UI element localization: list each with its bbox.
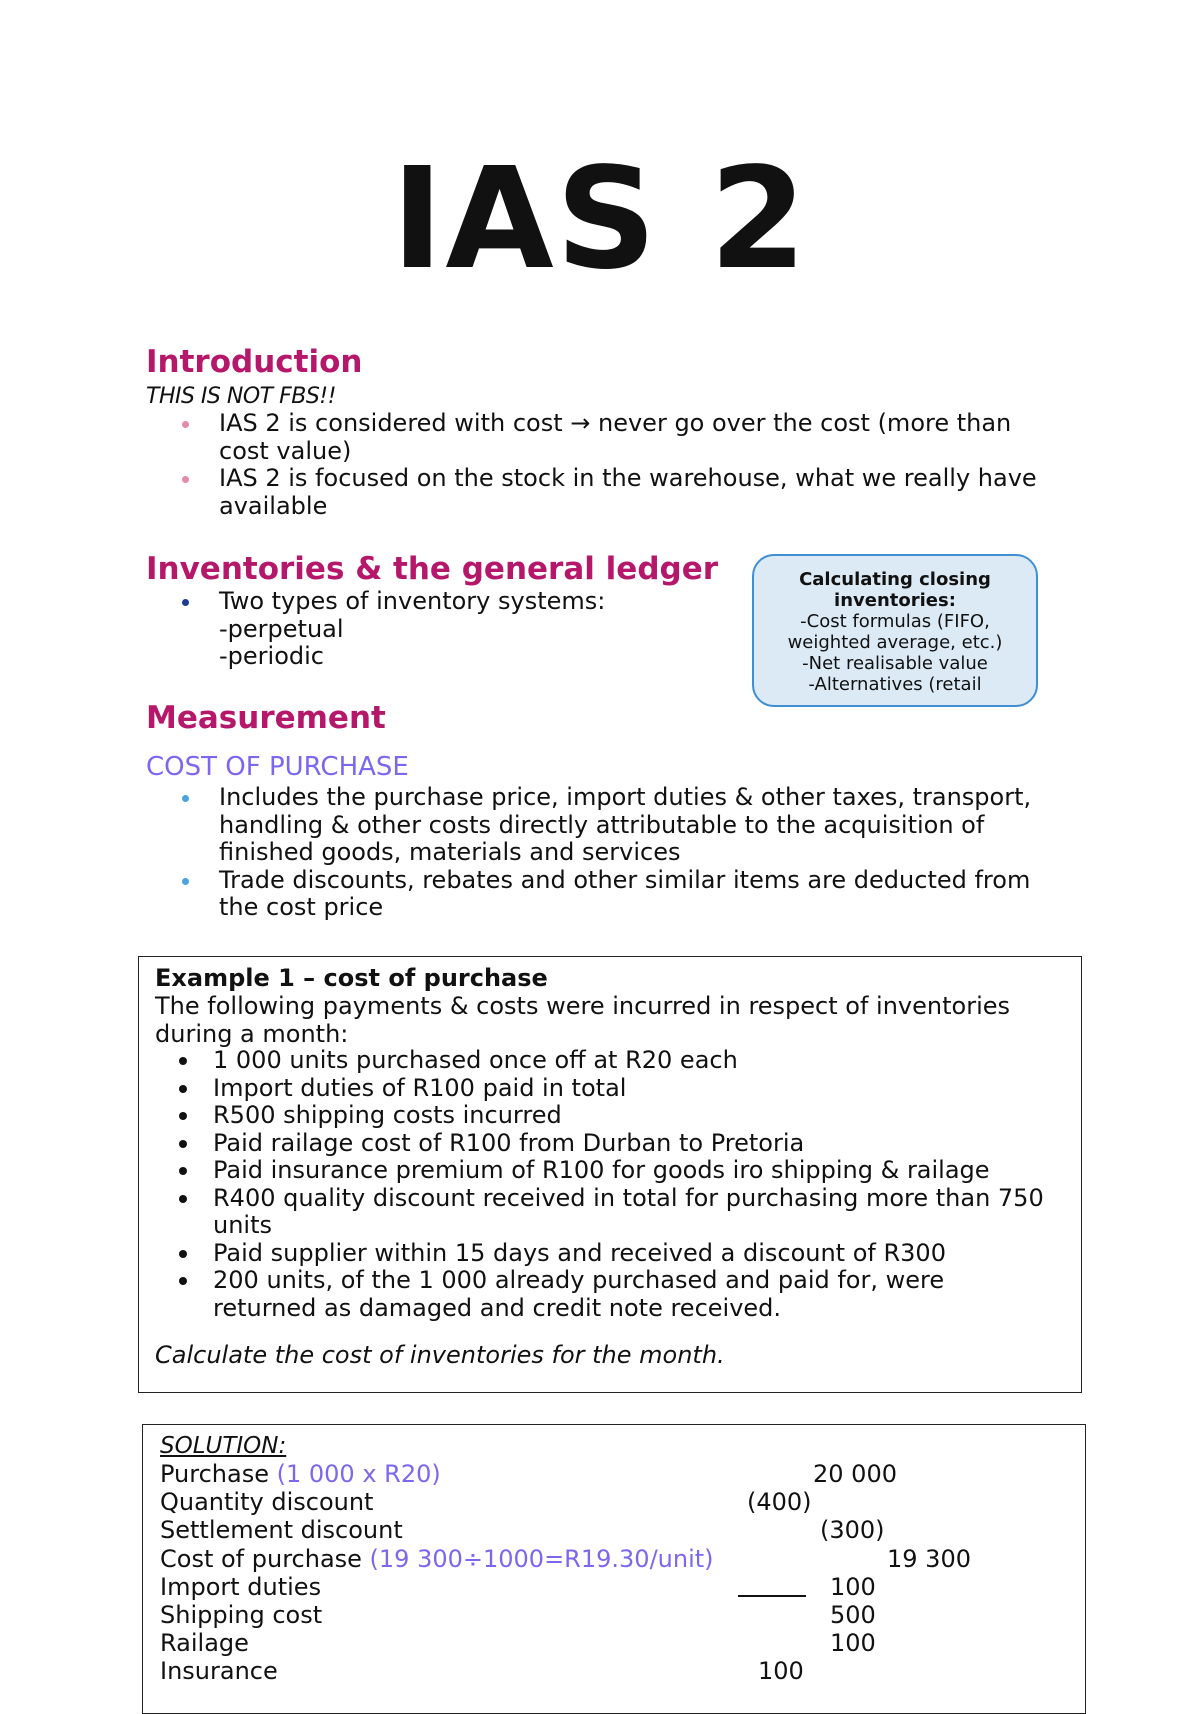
bullet-dot-icon (179, 1250, 187, 1258)
heading-measurement: Measurement (146, 700, 386, 736)
list-item (139, 1185, 1079, 1240)
list-item (139, 1102, 1079, 1130)
callout-title: Calculating closing (799, 569, 991, 590)
callout-line: -Net realisable value (802, 653, 988, 674)
document-title: IAS 2 (391, 138, 809, 301)
measurement-bullet-list (146, 784, 1166, 922)
example-question: Calculate the cost of inventories for the month. (155, 1341, 725, 1369)
callout-line: -Cost formulas (FIFO, (800, 611, 990, 632)
inventories-bullet-list (146, 588, 746, 671)
item-text: 200 units, of the 1 000 already purchased and paid for, were (213, 1266, 945, 1294)
bullet-dot-icon (182, 599, 189, 606)
bullet-text: handling & other costs directly attributable to the acquisition of (219, 810, 985, 839)
list-item (146, 867, 1166, 922)
bullet-text: Two types of inventory systems: (219, 587, 606, 615)
example-intro: The following payments & costs were incurred in respect of inventories (155, 992, 1010, 1020)
callout-line: -Alternatives (retail (808, 674, 982, 695)
closing-inventories-callout (752, 554, 1038, 707)
solution-row-label: Import duties (160, 1573, 322, 1601)
intro-note: THIS IS NOT FBS!! (146, 384, 336, 409)
subheading-cost-of-purchase: COST OF PURCHASE (146, 752, 409, 782)
bullet-text: cost value) (219, 436, 352, 465)
row-label: Purchase (160, 1460, 277, 1488)
item-text: 1 000 units purchased once off at R20 each (213, 1046, 738, 1074)
bullet-dot-icon (179, 1057, 187, 1065)
bullet-text: IAS 2 is focused on the stock in the warehouse, what we really have (219, 464, 1037, 492)
row-note: (1 000 x R20) (276, 1460, 441, 1488)
list-item (146, 784, 1166, 867)
example-intro: during a month: (155, 1020, 349, 1048)
row-note: (19 300÷1000=R19.30/unit) (369, 1545, 714, 1573)
item-text: R400 quality discount received in total for purchasing more than 750 (213, 1183, 1044, 1212)
solution-row-value: 100 (830, 1629, 876, 1657)
solution-row-value: 19 300 (887, 1545, 971, 1573)
bullet-dot-icon (179, 1085, 187, 1093)
solution-row-value: (300) (820, 1516, 885, 1544)
solution-row-label: Railage (160, 1629, 249, 1657)
example-box (138, 956, 1082, 1393)
solution-row-label: Insurance (160, 1657, 278, 1685)
list-item (139, 1130, 1079, 1158)
list-item (139, 1240, 1079, 1268)
bullet-text: -periodic (219, 642, 324, 670)
list-item (146, 588, 746, 671)
solution-row-value: 500 (830, 1601, 876, 1629)
list-item (146, 410, 1146, 465)
item-text: Paid supplier within 15 days and received a discount of R300 (213, 1238, 946, 1267)
bullet-dot-icon (182, 421, 189, 428)
solution-row-value: (400) (747, 1488, 812, 1516)
heading-introduction: Introduction (146, 344, 363, 380)
bullet-text: IAS 2 is considered with cost → never go over the cost (more than (219, 409, 1012, 437)
solution-row-label: Settlement discount (160, 1516, 403, 1544)
solution-row-label: Quantity discount (160, 1488, 374, 1516)
solution-row-label (160, 1460, 441, 1488)
bullet-dot-icon (179, 1277, 187, 1285)
bullet-text: available (219, 491, 328, 520)
item-text: Import duties of R100 paid in total (213, 1073, 627, 1102)
bullet-dot-icon (179, 1140, 187, 1148)
list-item (139, 1157, 1079, 1185)
item-text: Paid railage cost of R100 from Durban to Pretoria (213, 1128, 805, 1157)
callout-title: inventories: (834, 590, 956, 611)
list-item (139, 1075, 1079, 1103)
item-text: Paid insurance premium of R100 for goods iro shipping & railage (213, 1156, 990, 1184)
example-item-list (139, 1047, 1079, 1322)
bullet-dot-icon (179, 1167, 187, 1175)
bullet-text: finished goods, materials and services (219, 838, 681, 866)
bullet-dot-icon (182, 476, 189, 483)
solution-row-value: 100 (758, 1657, 804, 1685)
bullet-text: the cost price (219, 893, 384, 921)
example-title: Example 1 – cost of purchase (155, 964, 548, 992)
item-text: R500 shipping costs incurred (213, 1101, 562, 1129)
item-text: units (213, 1211, 273, 1239)
list-item (146, 465, 1146, 520)
intro-bullet-list (146, 410, 1146, 520)
bullet-dot-icon (182, 878, 189, 885)
row-label: Cost of purchase (160, 1545, 370, 1573)
list-item (139, 1047, 1079, 1075)
item-text: returned as damaged and credit note received. (213, 1293, 782, 1322)
bullet-text: -perpetual (219, 614, 344, 643)
bullet-dot-icon (179, 1195, 187, 1203)
solution-row-value: 20 000 (813, 1460, 897, 1488)
solution-row-label: Shipping cost (160, 1601, 323, 1629)
bullet-text: Includes the purchase price, import duties & other taxes, transport, (219, 783, 1032, 811)
callout-line: weighted average, etc.) (787, 632, 1003, 653)
bullet-dot-icon (179, 1112, 187, 1120)
solution-row-value: 100 (830, 1573, 876, 1601)
bullet-text: Trade discounts, rebates and other similar items are deducted from (219, 865, 1031, 894)
solution-row-label (160, 1545, 714, 1573)
bullet-dot-icon (182, 795, 189, 802)
list-item (139, 1267, 1079, 1322)
heading-inventories: Inventories & the general ledger (146, 551, 719, 587)
solution-heading: SOLUTION: (160, 1433, 287, 1459)
subtotal-rule (738, 1595, 806, 1597)
